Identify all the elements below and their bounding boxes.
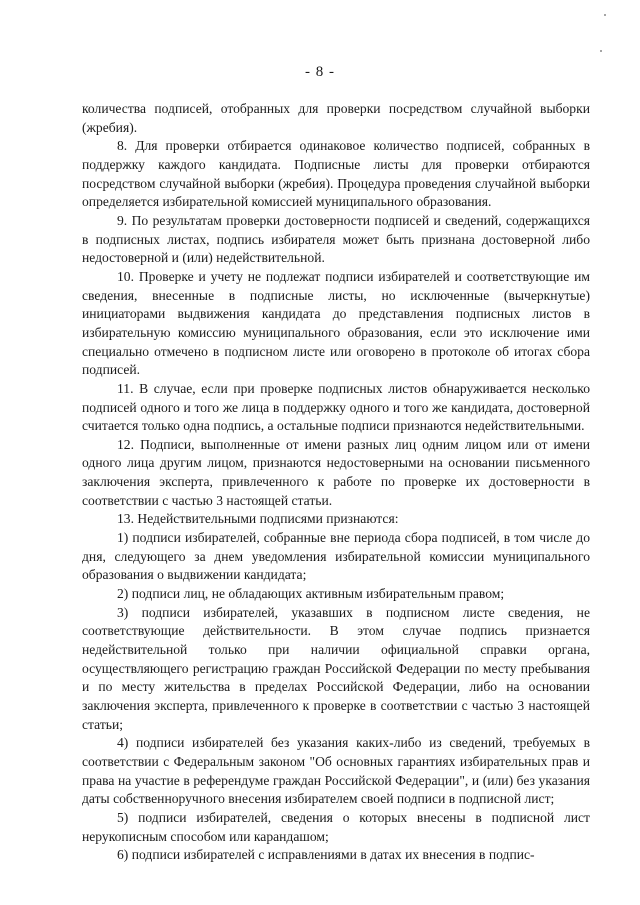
list-item-3: 3) подписи избирателей, указавших в подписном листе сведения, не соответствующие действительности. В этом случае подпись признается недействительной только при наличии официальной справки органа, осуществляющего регистрацию граждан Российской Федерации по месту пребывания и по месту жительства в пределах Российской Федерации, либо на основании заключения эксперта, привлеченного к проверке в соответствии с частью 3 настоящей статьи;: [82, 604, 590, 732]
paragraph-13: 13. Недействительными подписями признаются:: [117, 511, 399, 527]
paragraph-12: 12. Подписи, выполненные от имени разных лиц одним лицом или от имени одного лица другим лицом, признаются недостоверными на основании письменного заключения эксперта, привлеченного к работе по проверке их достоверности в соответствии с частью 3 настоящей статьи.: [82, 436, 590, 508]
scan-speck: [600, 50, 602, 52]
paragraph-9: 9. По результатам проверки достоверности подписей и сведений, содержащихся в подписных листах, подпись избирателя может быть признана достоверной либо недостоверной и (или) недействительной.: [82, 212, 590, 266]
list-item-2: 2) подписи лиц, не обладающих активным избирательным правом;: [117, 586, 505, 602]
paragraph-8: 8. Для проверки отбирается одинаковое количество подписей, собранных в поддержку каждого кандидата. Подписные листы для проверки отбираются посредством случайной выборки (жребия). Процедура проведения случайной выборки определяется избирательной комиссией муниципального образования.: [82, 138, 590, 210]
list-item-1: 1) подписи избирателей, собранные вне периода сбора подписей, в том числе до дня, следующего за днем уведомления избирательной комиссии муниципального образования о выдвижении кандидата;: [82, 530, 590, 583]
document-body: [82, 100, 590, 865]
list-item-5: 5) подписи избирателей, сведения о которых внесены в подписной лист нерукописным способом или карандашом;: [82, 809, 590, 844]
list-item-6: 6) подписи избирателей с исправлениями в датах их внесения в подпис-: [117, 847, 535, 863]
list-item-4: 4) подписи избирателей без указания каких-либо из сведений, требуемых в соответствии с Федеральным законом "Об основных гарантиях избирательных прав и права на участие в референдуме граждан Российской Федерации", и (или) без указания даты собственноручного внесения избирателем своей подписи в подписной лист;: [82, 735, 590, 807]
paragraph-10: 10. Проверке и учету не подлежат подписи избирателей и соответствующие им сведения, внесенные в подписные листы, но исключенные (вычеркнутые) инициаторами выдвижения кандидата до представления подписных листов в избирательную комиссию муниципального образования, если это исключение ими специально отмечено в подписном листе или оговорено в протоколе об итогах сбора подписей.: [82, 268, 590, 378]
scan-speck: [604, 14, 606, 16]
paragraph-11: 11. В случае, если при проверке подписных листов обнаруживается несколько подписей одного и того же лица в поддержку одного и того же кандидата, достоверной считается только одна подпись, а остальные подписи признаются недействительными.: [82, 380, 590, 434]
page-number: - 8 -: [305, 64, 335, 80]
paragraph-continuation: количества подписей, отобранных для проверки посредством случайной выборки (жребия).: [82, 101, 590, 135]
